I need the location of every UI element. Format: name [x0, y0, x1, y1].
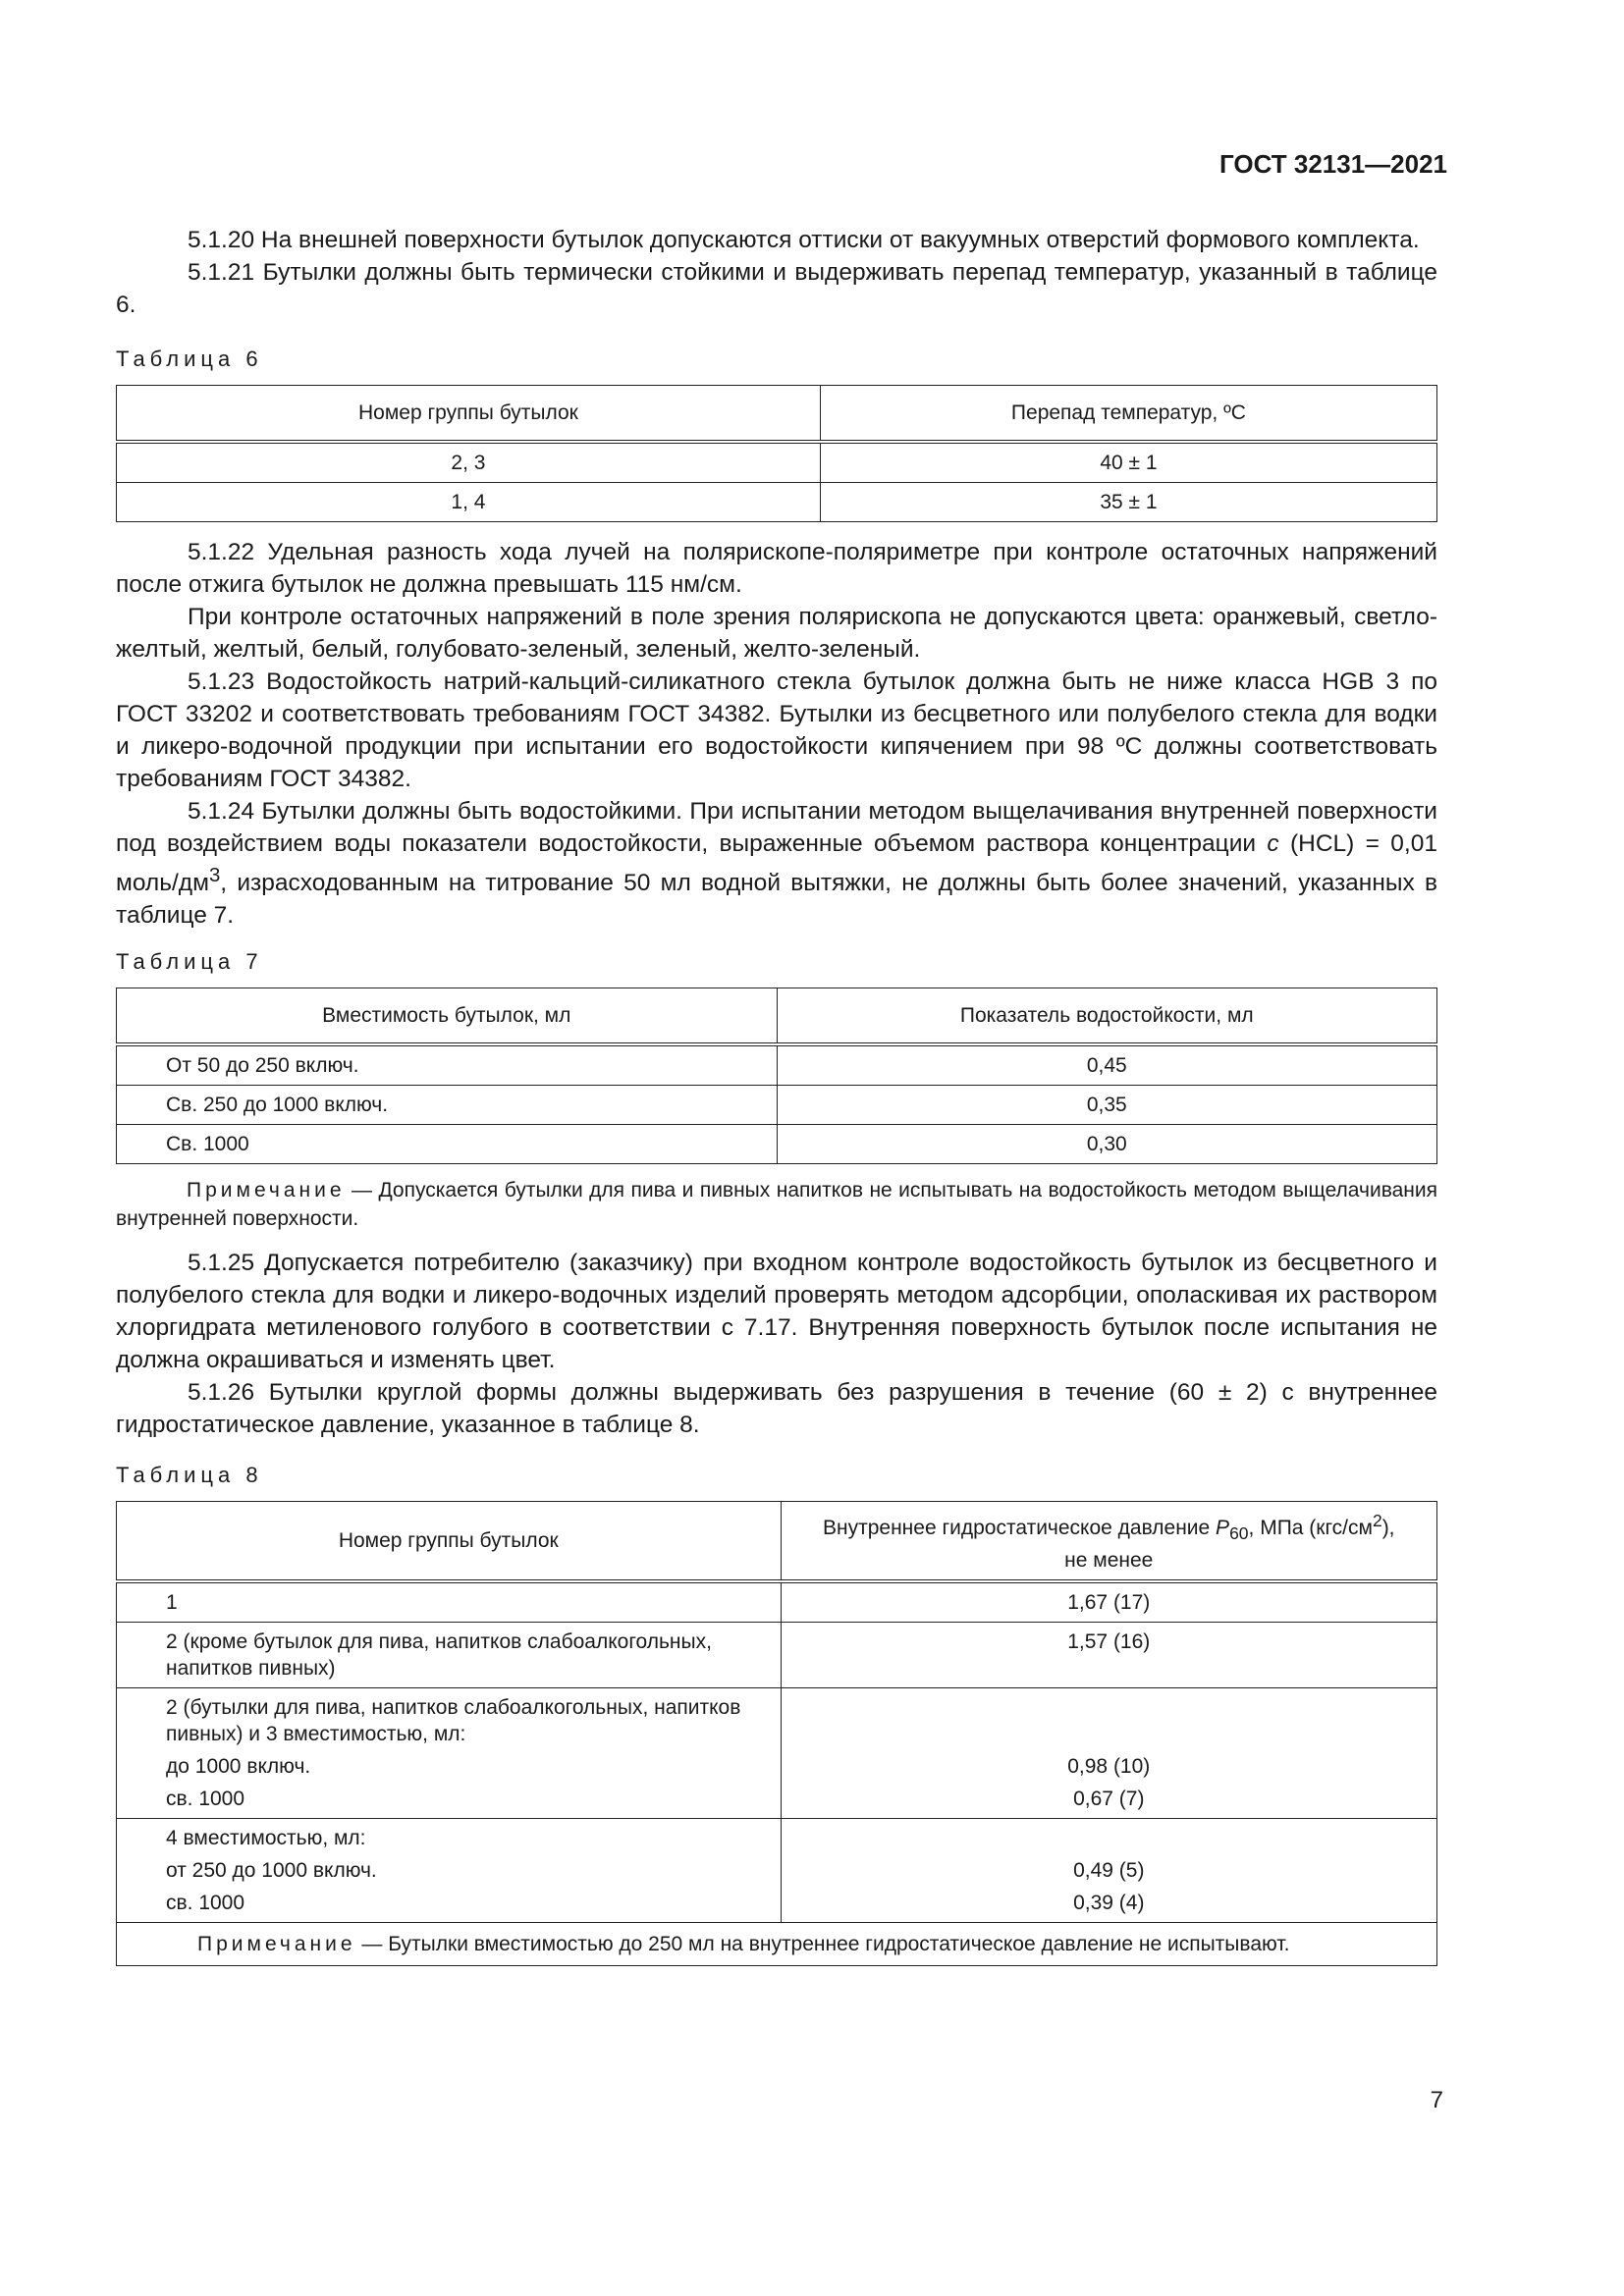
table-row: [117, 1688, 1437, 1819]
table-cell: [117, 1819, 782, 1923]
row-value: 0,49 (5): [1073, 1859, 1145, 1883]
row-label: 4 вместимостью, мл:: [166, 1827, 366, 1850]
table-8-caption: Таблица 8: [116, 1463, 263, 1488]
table-row: [117, 483, 1437, 522]
table-8-header-group: Номер группы бутылок: [117, 1502, 782, 1582]
table-cell: 0,30: [777, 1125, 1437, 1164]
table-7: [116, 988, 1437, 1164]
table-cell: 2, 3: [117, 442, 821, 483]
table-cell: [117, 1688, 782, 1819]
document-body: [116, 224, 1437, 1966]
paragraph-5-1-23: 5.1.23 Водостойкость натрий-кальций-силикатного стекла бутылок должна быть не ниже класса HGB 3 по ГОСТ 33202 и соответствовать требованиям ГОСТ 34382. Бутылки из бесцветного или полубелого стекла для водки и ликеро-водочной продукции при испытании его водостойкости кипячением при 98 ºС должны соответствовать требованиям ГОСТ 34382.: [116, 668, 1437, 792]
table-row: [117, 1044, 1437, 1086]
table-cell: 1: [117, 1581, 782, 1623]
paragraph-5-1-25: 5.1.25 Допускается потребителю (заказчику) при входном контроле водостойкость бутылок из бесцветного и полубелого стекла для водки и ликеро-водочных изделий проверять методом адсорбции, ополаскивая их раствором хлоргидрата метиленового голубого в соответствии с 7.17. Внутренняя поверхность бутылок после испытания не должна окрашиваться и изменять цвет.: [116, 1250, 1437, 1374]
table-8-note: Примечание — Бутылки вместимостью до 250 мл на внутреннее гидростатическое давление не испытывают.: [117, 1923, 1437, 1966]
paragraph-5-1-21: 5.1.21 Бутылки должны быть термически стойкими и выдерживать перепад температур, указанный в таблице 6.: [116, 259, 1437, 318]
row-value: 0,39 (4): [1073, 1892, 1145, 1915]
paragraph-5-1-24: 5.1.24 Бутылки должны быть водостойкими. При испытании методом выщелачивания внутренней поверхности под воздействием воды показатели водостойкости, выраженные объемом раствора концентрации c (HCL) = 0,01 моль/$дм^3$, израсходованным на титрование 50 мл водной вытяжки, не должны быть более значений, указанных в таблице 7.: [116, 798, 1437, 930]
table-row: [117, 442, 1437, 483]
table-7-note: Примечание — Допускается бутылки для пива и пивных напитков не испытывать на водостойкость методом выщелачивания внутренней поверхности.: [116, 1179, 1437, 1231]
table-row: [117, 1581, 1437, 1623]
table-cell: 1, 4: [117, 483, 821, 522]
paragraph-5-1-26: 5.1.26 Бутылки круглой формы должны выдерживать без разрушения в течение (60 ± 2) с внутреннее гидростатическое давление, указанное в таблице 8.: [116, 1379, 1437, 1439]
row-sub-label: от 250 до 1000 включ.: [166, 1859, 377, 1883]
table-row: [117, 1623, 1437, 1688]
row-sub-label: св. 1000: [166, 1788, 245, 1811]
table-cell: 0,35: [777, 1086, 1437, 1125]
paragraph-5-1-20: 5.1.20 На внешней поверхности бутылок допускаются оттиски от вакуумных отверстий формового комплекта.: [188, 227, 1420, 253]
table-cell: [781, 1819, 1436, 1923]
table-cell: Св. 250 до 1000 включ.: [117, 1086, 778, 1125]
table-7-header-capacity: Вместимость бутылок, мл: [117, 988, 778, 1045]
table-7-caption: Таблица 7: [116, 949, 263, 975]
table-6-header-group: Номер группы бутылок: [117, 386, 821, 443]
table-cell: От 50 до 250 включ.: [117, 1044, 778, 1086]
table-cell: [781, 1688, 1436, 1819]
table-cell: 40 ± 1: [820, 442, 1436, 483]
row-label: 2 (бутылки для пива, напитков слабоалкогольных, напитков пивных) и 3 вместимостью, мл:: [166, 1696, 741, 1746]
table-cell: 35 ± 1: [820, 483, 1436, 522]
row-sub-label: до 1000 включ.: [166, 1755, 311, 1779]
table-6-header-temperature: Перепад температур, ºС: [820, 386, 1436, 443]
table-row: [117, 1923, 1437, 1966]
table-cell: 1,67 (17): [781, 1581, 1436, 1623]
table-row: [117, 1086, 1437, 1125]
row-value: 0,67 (7): [1073, 1788, 1145, 1811]
table-8-header-pressure: Внутреннее гидростатическое давление $P_{60}$, МПа $(кгс/см^2)$, не менее: [781, 1502, 1436, 1582]
row-sub-label: св. 1000: [166, 1892, 245, 1915]
page-number: 7: [1430, 2087, 1443, 2113]
table-cell: 2 (кроме бутылок для пива, напитков слабоалкогольных, напитков пивных): [117, 1623, 782, 1688]
row-value: 0,98 (10): [1067, 1755, 1151, 1779]
table-row: [117, 1125, 1437, 1164]
table-cell: Св. 1000: [117, 1125, 778, 1164]
table-cell: 1,57 (16): [781, 1623, 1436, 1688]
table-8: [116, 1501, 1437, 1966]
paragraph-colors: При контроле остаточных напряжений в поле зрения полярископа не допускаются цвета: оранжевый, светло-желтый, желтый, белый, голубовато-зеленый, зеленый, желто-зеленый.: [116, 604, 1437, 663]
table-cell: 0,45: [777, 1044, 1437, 1086]
paragraph-5-1-22: 5.1.22 Удельная разность хода лучей на полярископе-поляриметре при контроле остаточных напряжений после отжига бутылок не должна превышать 115 нм/см.: [116, 539, 1437, 598]
document-header: ГОСТ 32131—2021: [1219, 149, 1447, 179]
table-row: [117, 1819, 1437, 1923]
table-6: [116, 385, 1437, 522]
table-6-caption: Таблица 6: [116, 347, 263, 371]
table-7-header-resistance: Показатель водостойкости, мл: [777, 988, 1437, 1045]
